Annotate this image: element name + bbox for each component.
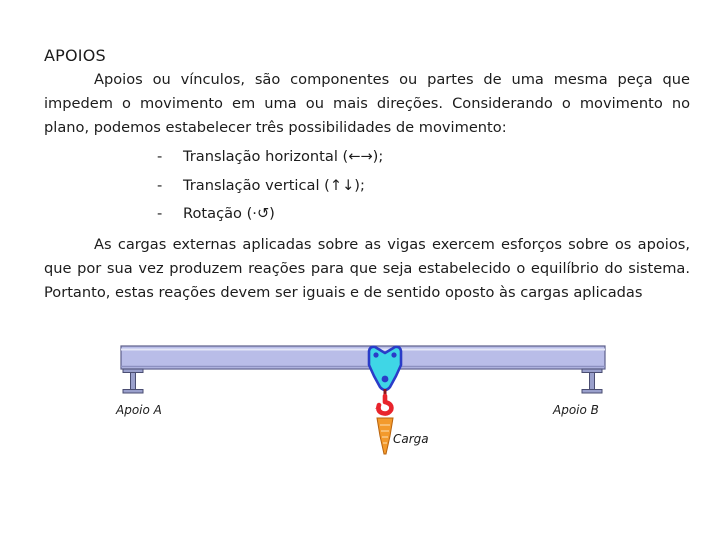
list-dash: - <box>157 205 163 222</box>
movement-list <box>157 143 383 229</box>
section-heading: APOIOS <box>44 46 106 65</box>
load-label: Carga <box>393 432 429 446</box>
support-b-label: Apoio B <box>553 403 599 417</box>
beam <box>121 346 605 369</box>
load-arrow-icon <box>377 418 393 454</box>
movement-text: Rotação (·↺) <box>183 205 275 222</box>
list-dash: - <box>157 148 163 165</box>
movement-item-rotation <box>157 200 383 229</box>
movement-text: Translação horizontal (←→); <box>183 148 384 165</box>
trolley-clamp-icon <box>369 347 401 390</box>
support-a-icon <box>123 369 143 393</box>
list-dash: - <box>157 176 163 194</box>
movement-item-horizontal <box>157 143 383 172</box>
support-a-label: Apoio A <box>116 403 162 417</box>
hook-icon <box>375 389 391 414</box>
intro-paragraph: Apoios ou vínculos, são componentes ou partes de uma mesma peça que impedem o movimento em uma ou mais direções. Considerando o movimento no plano, podemos estabelecer três possibilidades de movimento: <box>44 71 690 136</box>
movement-text: Translação vertical (↑↓); <box>183 176 365 194</box>
loads-paragraph: As cargas externas aplicadas sobre as vigas exercem esforços sobre os apoios, que por sua vez produzem reações para que seja estabelecido o equilíbrio do sistema. Portanto, estas reações devem ser iguais e de sentido oposto às cargas aplicadas <box>44 236 690 301</box>
support-b-icon <box>582 369 602 393</box>
movement-item-vertical <box>157 172 383 201</box>
